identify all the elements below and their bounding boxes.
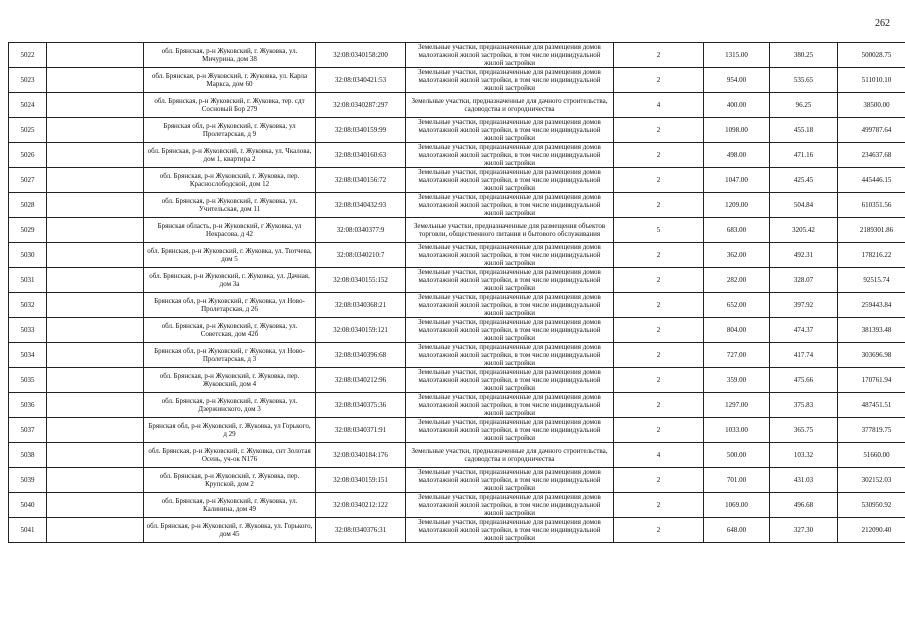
- table-row: [9, 443, 905, 468]
- cell-land-use-purpose: Земельные участки, предназначенные для размещения домов малоэтажной жилой застройки, в том числе индивидуальной жилой застройки: [406, 418, 614, 443]
- cell-record-number: 5039: [9, 468, 47, 493]
- cell-empty: [47, 468, 144, 493]
- cell-address: обл. Брянская, р-н Жуковский, г. Жуковка, ул. Горького, дом 45: [144, 518, 316, 543]
- cell-cadastral-value: 377819.75: [838, 418, 905, 443]
- table-row: [9, 43, 905, 68]
- cell-empty: [47, 168, 144, 193]
- cell-land-use-purpose: Земельные участки, предназначенные для размещения домов малоэтажной жилой застройки, в том числе индивидуальной жилой застройки: [406, 518, 614, 543]
- cell-record-number: 5026: [9, 143, 47, 168]
- cell-group-number: 2: [614, 343, 704, 368]
- cell-cadastral-value: 38500.00: [838, 93, 905, 118]
- cell-group-number: 4: [614, 443, 704, 468]
- cell-record-number: 5038: [9, 443, 47, 468]
- cell-area: 362.00: [704, 243, 770, 268]
- cell-empty: [47, 443, 144, 468]
- table-row: [9, 393, 905, 418]
- cell-cadastral-value: 170761.94: [838, 368, 905, 393]
- cell-record-number: 5034: [9, 343, 47, 368]
- cell-record-number: 5035: [9, 368, 47, 393]
- cell-record-number: 5032: [9, 293, 47, 318]
- cell-cadastral-number: 32:08:0340159:151: [316, 468, 406, 493]
- cell-specific-value: 103.32: [770, 443, 838, 468]
- cell-cadastral-number: 32:08:0340184:176: [316, 443, 406, 468]
- cell-address: обл. Брянская, р-н Жуковский, г. Жуковка, ул. Дачная, дом 3а: [144, 268, 316, 293]
- cell-address: обл. Брянская, р-н Жуковский, г. Жуковка, ул. Учительская, дом 11: [144, 193, 316, 218]
- table-row: [9, 168, 905, 193]
- cell-area: 400.00: [704, 93, 770, 118]
- cell-land-use-purpose: Земельные участки, предназначенные для размещения домов малоэтажной жилой застройки, в том числе индивидуальной жилой застройки: [406, 118, 614, 143]
- cell-address: обл. Брянская, р-н Жуковский, г. Жуковка, пер. Жуковский, дом 4: [144, 368, 316, 393]
- cell-group-number: 2: [614, 243, 704, 268]
- cell-land-use-purpose: Земельные участки, предназначенные для размещения объектов торговли, общественного питания и бытового обслуживания: [406, 218, 614, 243]
- cell-specific-value: 492.31: [770, 243, 838, 268]
- cell-land-use-purpose: Земельные участки, предназначенные для размещения домов малоэтажной жилой застройки, в том числе индивидуальной жилой застройки: [406, 68, 614, 93]
- cell-empty: [47, 293, 144, 318]
- cell-empty: [47, 518, 144, 543]
- cell-cadastral-value: 500028.75: [838, 43, 905, 68]
- cell-cadastral-number: 32:08:0340376:31: [316, 518, 406, 543]
- cell-cadastral-number: 32:08:0340155:152: [316, 268, 406, 293]
- cell-record-number: 5036: [9, 393, 47, 418]
- cell-record-number: 5028: [9, 193, 47, 218]
- cell-record-number: 5027: [9, 168, 47, 193]
- cell-area: 1047.00: [704, 168, 770, 193]
- cell-record-number: 5033: [9, 318, 47, 343]
- cell-empty: [47, 393, 144, 418]
- cell-empty: [47, 493, 144, 518]
- cell-empty: [47, 318, 144, 343]
- cell-cadastral-number: 32:08:0340160:63: [316, 143, 406, 168]
- cell-record-number: 5040: [9, 493, 47, 518]
- cell-cadastral-number: 32:08:0340159:99: [316, 118, 406, 143]
- cell-cadastral-number: 32:08:0340396:68: [316, 343, 406, 368]
- cell-address: Брянская обл, р-н Жуковский, г. Жуковка, ул Горького, д 29: [144, 418, 316, 443]
- cell-empty: [47, 343, 144, 368]
- land-register-table: [8, 42, 905, 543]
- cell-land-use-purpose: Земельные участки, предназначенные для размещения домов малоэтажной жилой застройки, в том числе индивидуальной жилой застройки: [406, 368, 614, 393]
- cell-specific-value: 375.83: [770, 393, 838, 418]
- table-row: [9, 243, 905, 268]
- cell-cadastral-value: 445446.15: [838, 168, 905, 193]
- table-row: [9, 143, 905, 168]
- cell-record-number: 5025: [9, 118, 47, 143]
- cell-land-use-purpose: Земельные участки, предназначенные для размещения домов малоэтажной жилой застройки, в том числе индивидуальной жилой застройки: [406, 268, 614, 293]
- cell-cadastral-number: 32:08:0340368:21: [316, 293, 406, 318]
- cell-empty: [47, 43, 144, 68]
- cell-record-number: 5031: [9, 268, 47, 293]
- cell-area: 1069.00: [704, 493, 770, 518]
- cell-cadastral-value: 2189301.86: [838, 218, 905, 243]
- cell-address: обл. Брянская, р-н Жуковский, г. Жуковка, ул. Чкалова, дом 1, квартира 2: [144, 143, 316, 168]
- table-row: [9, 518, 905, 543]
- cell-specific-value: 327.30: [770, 518, 838, 543]
- cell-group-number: 2: [614, 418, 704, 443]
- cell-record-number: 5022: [9, 43, 47, 68]
- cell-area: 727.00: [704, 343, 770, 368]
- table-row: [9, 268, 905, 293]
- cell-cadastral-number: 32:08:0340212:96: [316, 368, 406, 393]
- cell-record-number: 5024: [9, 93, 47, 118]
- cell-empty: [47, 193, 144, 218]
- table-row: [9, 493, 905, 518]
- cell-cadastral-number: 32:08:0340432:93: [316, 193, 406, 218]
- cell-specific-value: 96.25: [770, 93, 838, 118]
- cell-group-number: 2: [614, 193, 704, 218]
- cell-empty: [47, 268, 144, 293]
- cell-group-number: 2: [614, 118, 704, 143]
- cell-empty: [47, 143, 144, 168]
- cell-cadastral-value: 487451.51: [838, 393, 905, 418]
- table-row: [9, 118, 905, 143]
- cell-area: 498.00: [704, 143, 770, 168]
- cell-area: 652.00: [704, 293, 770, 318]
- cell-empty: [47, 218, 144, 243]
- cell-area: 1297.00: [704, 393, 770, 418]
- cell-address: Брянская обл, р-н Жуковский, г Жуковка, ул Ново-Пролетарская, д 3: [144, 343, 316, 368]
- cell-area: 1098.00: [704, 118, 770, 143]
- cell-cadastral-value: 234637.68: [838, 143, 905, 168]
- cell-land-use-purpose: Земельные участки, предназначенные для размещения домов малоэтажной жилой застройки, в том числе индивидуальной жилой застройки: [406, 318, 614, 343]
- cell-land-use-purpose: Земельные участки, предназначенные для размещения домов малоэтажной жилой застройки, в том числе индивидуальной жилой застройки: [406, 243, 614, 268]
- cell-specific-value: 455.18: [770, 118, 838, 143]
- cell-group-number: 2: [614, 143, 704, 168]
- cell-area: 683.00: [704, 218, 770, 243]
- cell-record-number: 5023: [9, 68, 47, 93]
- table-row: [9, 193, 905, 218]
- cell-cadastral-value: 178216.22: [838, 243, 905, 268]
- cell-land-use-purpose: Земельные участки, предназначенные для размещения домов малоэтажной жилой застройки, в том числе индивидуальной жилой застройки: [406, 493, 614, 518]
- cell-record-number: 5030: [9, 243, 47, 268]
- cell-land-use-purpose: Земельные участки, предназначенные для размещения домов малоэтажной жилой застройки, в том числе индивидуальной жилой застройки: [406, 143, 614, 168]
- cell-land-use-purpose: Земельные участки, предназначенные для размещения домов малоэтажной жилой застройки, в том числе индивидуальной жилой застройки: [406, 393, 614, 418]
- cell-group-number: 2: [614, 368, 704, 393]
- cell-empty: [47, 418, 144, 443]
- cell-land-use-purpose: Земельные участки, предназначенные для размещения домов малоэтажной жилой застройки, в том числе индивидуальной жилой застройки: [406, 293, 614, 318]
- table-row: [9, 368, 905, 393]
- cell-area: 282.00: [704, 268, 770, 293]
- cell-address: обл. Брянская, р-н Жуковский, г. Жуковка, ул. Мичурина, дом 38: [144, 43, 316, 68]
- cell-empty: [47, 243, 144, 268]
- table-row: [9, 318, 905, 343]
- cell-cadastral-number: 32:08:0340421:53: [316, 68, 406, 93]
- cell-cadastral-value: 499787.64: [838, 118, 905, 143]
- cell-specific-value: 496.68: [770, 493, 838, 518]
- cell-land-use-purpose: Земельные участки, предназначенные для размещения домов малоэтажной жилой застройки, в том числе индивидуальной жилой застройки: [406, 43, 614, 68]
- cell-cadastral-value: 530950.92: [838, 493, 905, 518]
- cell-specific-value: 431.03: [770, 468, 838, 493]
- cell-address: обл. Брянская, р-н Жуковский, г. Жуковка, ул. Карла Маркса, дом 60: [144, 68, 316, 93]
- cell-cadastral-value: 511010.10: [838, 68, 905, 93]
- cell-cadastral-value: 212090.40: [838, 518, 905, 543]
- cell-specific-value: 504.84: [770, 193, 838, 218]
- cell-group-number: 2: [614, 268, 704, 293]
- cell-land-use-purpose: Земельные участки, предназначенные для дачного строительства, садоводства и огородничества: [406, 93, 614, 118]
- table-row: [9, 293, 905, 318]
- cell-address: обл. Брянская, р-н Жуковский, г. Жуковка, пер. Крупской, дом 2: [144, 468, 316, 493]
- cell-empty: [47, 93, 144, 118]
- cell-group-number: 2: [614, 318, 704, 343]
- cell-area: 804.00: [704, 318, 770, 343]
- cell-group-number: 4: [614, 93, 704, 118]
- cell-cadastral-number: 32:08:0340377:9: [316, 218, 406, 243]
- cell-group-number: 2: [614, 68, 704, 93]
- cell-specific-value: 417.74: [770, 343, 838, 368]
- cell-cadastral-number: 32:08:0340375:36: [316, 393, 406, 418]
- cell-specific-value: 535.65: [770, 68, 838, 93]
- cell-group-number: 2: [614, 518, 704, 543]
- cell-address: обл. Брянская, р-н Жуковский, г. Жуковка, тер. сдт Сосновый Бор 279: [144, 93, 316, 118]
- table-row: [9, 93, 905, 118]
- cell-land-use-purpose: Земельные участки, предназначенные для размещения домов малоэтажной жилой застройки, в том числе индивидуальной жилой застройки: [406, 168, 614, 193]
- cell-cadastral-value: 302152.03: [838, 468, 905, 493]
- cell-cadastral-value: 92515.74: [838, 268, 905, 293]
- cell-area: 359.00: [704, 368, 770, 393]
- cell-specific-value: 474.37: [770, 318, 838, 343]
- cell-area: 954.00: [704, 68, 770, 93]
- cell-cadastral-value: 259443.84: [838, 293, 905, 318]
- table-row: [9, 418, 905, 443]
- cell-group-number: 2: [614, 168, 704, 193]
- cell-address: Брянская обл, р-н Жуковский, г Жуковка, ул Ново-Пролетарская, д 26: [144, 293, 316, 318]
- cell-specific-value: 397.92: [770, 293, 838, 318]
- table-body: [9, 43, 905, 543]
- cell-cadastral-value: 51660.00: [838, 443, 905, 468]
- cell-record-number: 5037: [9, 418, 47, 443]
- cell-specific-value: 471.16: [770, 143, 838, 168]
- cell-group-number: 2: [614, 468, 704, 493]
- cell-cadastral-number: 32:08:0340371:91: [316, 418, 406, 443]
- cell-specific-value: 475.66: [770, 368, 838, 393]
- cell-address: обл. Брянская, р-н Жуковский, г. Жуковка, ул. Тютчева, дом 5: [144, 243, 316, 268]
- cell-land-use-purpose: Земельные участки, предназначенные для размещения домов малоэтажной жилой застройки, в том числе индивидуальной жилой застройки: [406, 193, 614, 218]
- cell-cadastral-number: 32:08:0340210:7: [316, 243, 406, 268]
- cell-area: 1315.00: [704, 43, 770, 68]
- cell-address: Брянская область, р-н Жуковский, г Жуковка, ул Некрасова, д 42: [144, 218, 316, 243]
- cell-empty: [47, 118, 144, 143]
- cell-group-number: 2: [614, 43, 704, 68]
- table-row: [9, 68, 905, 93]
- cell-address: обл. Брянская, р-н Жуковский, г. Жуковка, ул. Советская, дом 42б: [144, 318, 316, 343]
- cell-empty: [47, 368, 144, 393]
- cell-area: 648.00: [704, 518, 770, 543]
- cell-cadastral-value: 381393.48: [838, 318, 905, 343]
- cell-land-use-purpose: Земельные участки, предназначенные для дачного строительства, садоводства и огородничества: [406, 443, 614, 468]
- cell-specific-value: 380.25: [770, 43, 838, 68]
- cell-cadastral-number: 32:08:0340212:122: [316, 493, 406, 518]
- page-number: 262: [875, 18, 890, 29]
- table-row: [9, 218, 905, 243]
- cell-record-number: 5029: [9, 218, 47, 243]
- cell-land-use-purpose: Земельные участки, предназначенные для размещения домов малоэтажной жилой застройки, в том числе индивидуальной жилой застройки: [406, 343, 614, 368]
- cell-group-number: 5: [614, 218, 704, 243]
- cell-cadastral-number: 32:08:0340156:72: [316, 168, 406, 193]
- cell-cadastral-value: 303696.98: [838, 343, 905, 368]
- cell-cadastral-number: 32:08:0340287:297: [316, 93, 406, 118]
- cell-empty: [47, 68, 144, 93]
- cell-address: обл. Брянская, р-н Жуковский, г. Жуковка, ул. Калинина, дом 49: [144, 493, 316, 518]
- table-row: [9, 468, 905, 493]
- cell-specific-value: 365.75: [770, 418, 838, 443]
- cell-cadastral-number: 32:08:0340158:200: [316, 43, 406, 68]
- cell-specific-value: 3205.42: [770, 218, 838, 243]
- cell-land-use-purpose: Земельные участки, предназначенные для размещения домов малоэтажной жилой застройки, в том числе индивидуальной жилой застройки: [406, 468, 614, 493]
- cell-cadastral-value: 610351.56: [838, 193, 905, 218]
- cell-group-number: 2: [614, 393, 704, 418]
- cell-cadastral-number: 32:08:0340159:121: [316, 318, 406, 343]
- cell-area: 701.00: [704, 468, 770, 493]
- cell-address: обл. Брянская, р-н Жуковский, г. Жуковка, ул. Дзержинского, дом 3: [144, 393, 316, 418]
- cell-area: 1033.00: [704, 418, 770, 443]
- cell-area: 500.00: [704, 443, 770, 468]
- cell-address: обл. Брянская, р-н Жуковский, г. Жуковка, снт Золотая Осень, уч-ок N176: [144, 443, 316, 468]
- table-row: [9, 343, 905, 368]
- cell-specific-value: 425.45: [770, 168, 838, 193]
- cell-area: 1209.00: [704, 193, 770, 218]
- cell-group-number: 2: [614, 493, 704, 518]
- cell-specific-value: 328.07: [770, 268, 838, 293]
- cell-record-number: 5041: [9, 518, 47, 543]
- cell-address: обл. Брянская, р-н Жуковский, г. Жуковка, пер. Краснослободской, дом 12: [144, 168, 316, 193]
- cell-address: Брянская обл, р-н Жуковский, г. Жуковка, ул Пролетарская, д 9: [144, 118, 316, 143]
- cell-group-number: 2: [614, 293, 704, 318]
